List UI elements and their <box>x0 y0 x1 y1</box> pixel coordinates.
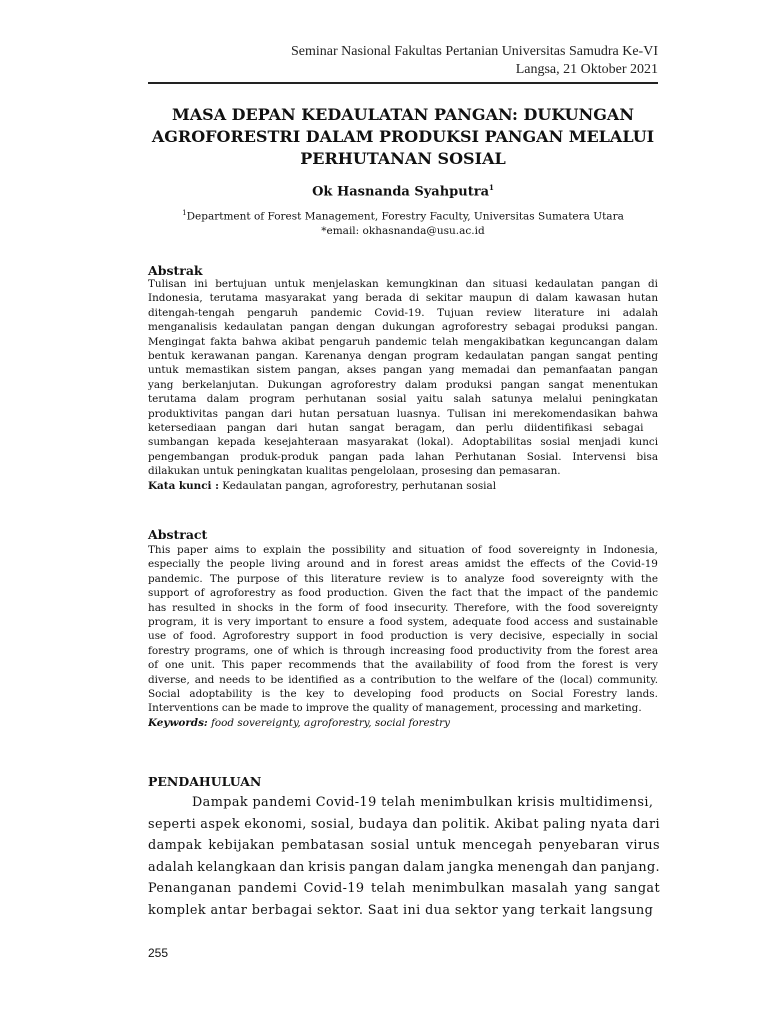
body-line: komplek antar berbagai sektor. Saat ini dua sektor yang terkait langsung <box>148 902 654 918</box>
paper-title <box>148 104 658 170</box>
author-email: *email: okhasnanda@usu.ac.id <box>321 224 485 237</box>
abstract-line: program, it is very important to ensure a food system, adequate food access and sustainable <box>148 616 658 629</box>
title-line: AGROFORESTRI DALAM PRODUKSI PANGAN MELALUI <box>151 127 655 146</box>
header-divider <box>148 82 658 84</box>
abstrak-line: untuk memastikan sistem pangan, akses pangan yang memadai dan pemanfaatan pangan <box>148 364 658 377</box>
abstrak-line: Mengingat fakta bahwa akibat pengaruh pandemic telah mengakibatkan keguncangan dalam <box>148 335 658 348</box>
title-line: PERHUTANAN SOSIAL <box>300 149 506 168</box>
abstract-line: support of agroforestry as food production. Given the fact that the impact of the pandemic <box>148 587 658 600</box>
abstract-line: Social adoptability is the key to developing food products on Social Forestry lands. <box>148 688 658 701</box>
abstract-line: diverse, and needs to be identified as a contribution to the welfare of the (local) community. <box>148 673 658 686</box>
title-line: MASA DEPAN KEDAULATAN PANGAN: DUKUNGAN <box>172 105 634 124</box>
abstract-line: of one unit. This paper recommends that the availability of food from the forest is very <box>148 659 658 672</box>
abstrak-heading: Abstrak <box>148 263 203 278</box>
page-number: 255 <box>148 946 169 960</box>
keywords-values: food sovereignty, agroforestry, social forestry <box>207 716 451 729</box>
abstrak-line: pengembangan produk-produk pangan pada lahan Perhutanan Sosial. Intervensi bisa <box>148 450 658 463</box>
kata-kunci <box>148 479 658 493</box>
abstract-line: Interventions can be made to improve the quality of management, processing and marketing. <box>148 702 642 715</box>
abstract-line: especially the people living around and in forest areas amidst the effects of the Covid-19 <box>148 558 658 571</box>
abstrak-line: sumbangan kepada kesejahteraan masyarakat (lokal). Adoptabilitas sosial menjadi kunci <box>148 436 658 449</box>
header-date: Langsa, 21 Oktober 2021 <box>515 62 658 77</box>
pendahuluan-body <box>148 792 660 922</box>
abstrak-line: bentuk kerawanan pangan. Karenanya dengan program kedaulatan pangan sangat penting <box>148 350 658 363</box>
abstrak-line: dilakukan untuk peningkatan kualitas pengelolaan, prosesing dan pemasaran. <box>148 465 561 478</box>
abstract-line: has resulted in shocks in the form of food insecurity. Therefore, with the food sovereignty <box>148 601 658 614</box>
abstrak-line: produktivitas pangan dari hutan persatuan luasnya. Tulisan ini merekomendasikan bahwa <box>148 407 658 420</box>
affiliation <box>148 206 658 238</box>
abstract-heading: Abstract <box>148 527 208 542</box>
abstract-line: use of food. Agroforestry support in food production is very decisive, especially in social <box>148 630 658 643</box>
author <box>148 183 658 199</box>
affiliation-text: Department of Forest Management, Forestry Faculty, Universitas Sumatera Utara <box>186 210 624 223</box>
running-header <box>291 43 658 79</box>
abstrak-line: yang berkelanjutan. Dukungan agroforestry dalam produksi pangan sangat menentukan <box>148 378 658 391</box>
abstrak-line: terutama dalam program perhutanan sosial yaitu salah satunya melalui peningkatan <box>148 393 658 406</box>
author-sup: 1 <box>489 183 494 192</box>
keywords <box>148 716 658 730</box>
kata-kunci-label: Kata kunci : <box>148 479 219 492</box>
body-line: adalah kelangkaan dan krisis pangan dalam jangka menengah dan panjang. <box>148 859 660 875</box>
abstrak-body <box>148 277 658 493</box>
body-line: Dampak pandemi Covid-19 telah menimbulkan krisis multidimensi, <box>192 795 654 810</box>
affiliation-sup: 1 <box>182 209 187 217</box>
abstract-line: forestry programs, one of which is through increasing food productivity from the forest area <box>148 644 658 657</box>
body-line: Penanganan pandemi Covid-19 telah menimbulkan masalah yang sangat <box>148 881 660 897</box>
abstrak-line: Tulisan ini bertujuan untuk menjelaskan kemungkinan dan situasi kedaulatan pangan di <box>148 278 658 290</box>
pendahuluan-heading: PENDAHULUAN <box>148 774 262 789</box>
abstract-line: This paper aims to explain the possibility and situation of food sovereignty in Indonesia, <box>148 544 658 556</box>
abstract-body <box>148 543 658 730</box>
abstract-line: pandemic. The purpose of this literature review is to analyze food sovereignty with the <box>148 572 658 585</box>
header-seminar: Seminar Nasional Fakultas Pertanian Universitas Samudra Ke-VI <box>290 44 658 59</box>
body-line: dampak kebijakan pembatasan sosial untuk mencegah penyebaran virus <box>148 838 660 854</box>
abstrak-line: ditengah-tengah pengaruh pandemic Covid-19. Tujuan review literature ini adalah <box>148 306 658 319</box>
abstrak-line: ketersediaan pangan dari hutan sangat beragam, dan perlu diidentifikasi sebagai <box>148 422 644 435</box>
author-name: Ok Hasnanda Syahputra <box>312 184 489 200</box>
abstrak-line: Indonesia, terutama masyarakat yang berada di sekitar maupun di dalam kawasan hutan <box>148 292 658 305</box>
abstrak-line: menganalisis kedaulatan pangan dengan dukungan agroforestry sebagai produksi pangan. <box>148 321 658 334</box>
kata-kunci-values: Kedaulatan pangan, agroforestry, perhutanan sosial <box>218 479 497 492</box>
keywords-label: Keywords: <box>148 716 208 729</box>
body-line: seperti aspek ekonomi, sosial, budaya dan politik. Akibat paling nyata dari <box>148 816 660 832</box>
